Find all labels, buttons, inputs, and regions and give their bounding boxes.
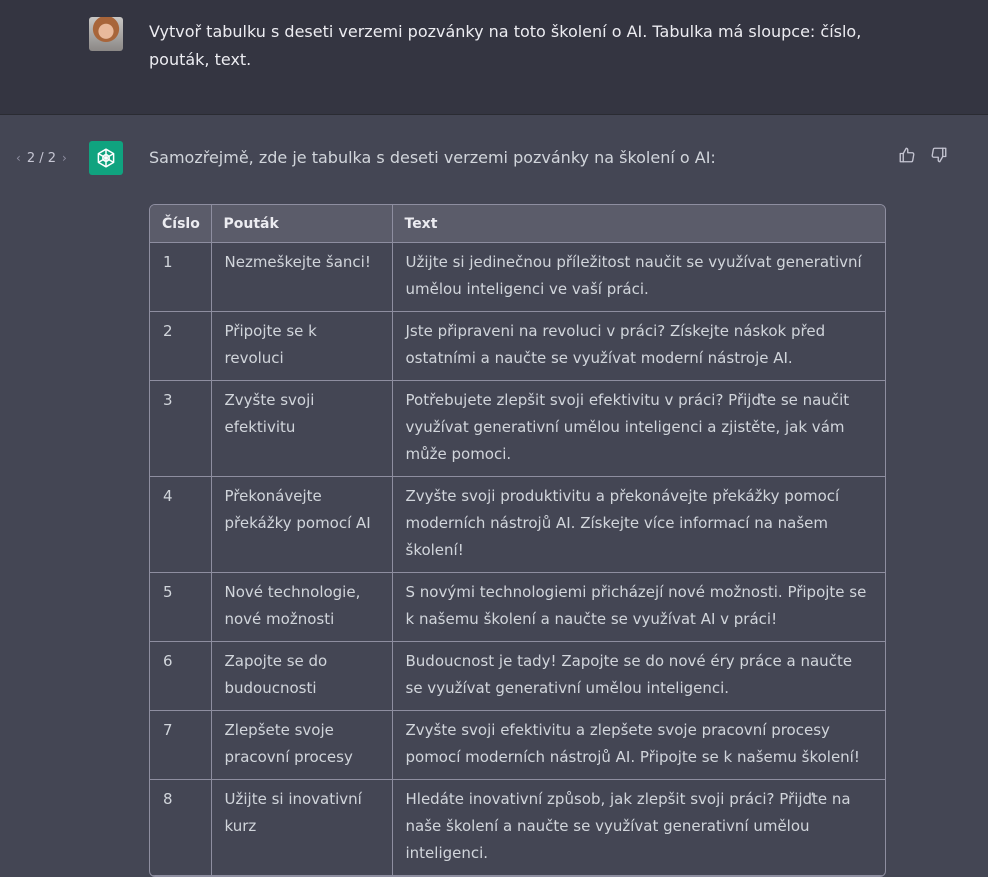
cell-hook: Nové technologie, nové možnosti xyxy=(211,573,392,642)
chevron-right-icon[interactable]: › xyxy=(62,151,67,165)
cell-text: Hledáte inovativní způsob, jak zlepšit svoji práci? Přijďte na naše školení a naučte se využívat generativní umělou inteligenci. xyxy=(392,780,885,876)
cell-text: Jste připraveni na revoluci v práci? Získejte náskok před ostatními a naučte se využívat moderní nástroje AI. xyxy=(392,312,885,381)
invitation-table xyxy=(149,204,886,877)
table-row xyxy=(150,312,885,381)
cell-text: Zvyšte svoji efektivitu a zlepšete svoje pracovní procesy pomocí moderních nástrojů AI. Připojte se k našemu školení! xyxy=(392,711,885,780)
cell-hook: Překonávejte překážky pomocí AI xyxy=(211,477,392,573)
table-row xyxy=(150,642,885,711)
pager-label: 2 / 2 xyxy=(26,150,56,166)
cell-hook: Zvyšte svoji efektivitu xyxy=(211,381,392,477)
cell-number: 5 xyxy=(150,573,211,642)
header-text: Text xyxy=(392,205,885,243)
table-row xyxy=(150,780,885,876)
cell-text: Užijte si jedinečnou příležitost naučit se využívat generativní umělou inteligenci ve vaší práci. xyxy=(392,243,885,312)
cell-hook: Připojte se k revoluci xyxy=(211,312,392,381)
assistant-message xyxy=(0,114,988,862)
assistant-intro-text: Samozřejmě, zde je tabulka s deseti verzemi pozvánky na školení o AI: xyxy=(149,148,716,167)
cell-text: Budoucnost je tady! Zapojte se do nové éry práce a naučte se využívat generativní umělou inteligenci. xyxy=(392,642,885,711)
cell-text: Potřebujete zlepšit svoji efektivitu v práci? Přijďte se naučit využívat generativní umělou inteligenci a zjistěte, jak vám může pomoci. xyxy=(392,381,885,477)
feedback-buttons xyxy=(896,144,950,166)
cell-text: S novými technologiemi přicházejí nové možnosti. Připojte se k našemu školení a naučte se využívat AI v práci! xyxy=(392,573,885,642)
user-message-text: Vytvoř tabulku s deseti verzemi pozvánky na toto školení o AI. Tabulka má sloupce: číslo, pouták, text. xyxy=(149,22,862,69)
cell-hook: Nezmeškejte šanci! xyxy=(211,243,392,312)
table-header-row xyxy=(150,205,885,243)
cell-number: 7 xyxy=(150,711,211,780)
cell-number: 6 xyxy=(150,642,211,711)
cell-number: 3 xyxy=(150,381,211,477)
cell-hook: Užijte si inovativní kurz xyxy=(211,780,392,876)
chevron-left-icon[interactable]: ‹ xyxy=(16,151,21,165)
table-row xyxy=(150,573,885,642)
table-row xyxy=(150,477,885,573)
user-avatar xyxy=(89,17,123,51)
header-hook: Pouták xyxy=(211,205,392,243)
cell-hook: Zapojte se do budoucnosti xyxy=(211,642,392,711)
cell-number: 1 xyxy=(150,243,211,312)
cell-number: 2 xyxy=(150,312,211,381)
thumbs-up-icon[interactable] xyxy=(896,144,918,166)
response-pager xyxy=(16,150,67,166)
openai-logo-icon xyxy=(89,141,123,175)
cell-text: Zvyšte svoji produktivitu a překonávejte překážky pomocí moderních nástrojů AI. Získejte více informací na našem školení! xyxy=(392,477,885,573)
thumbs-down-icon[interactable] xyxy=(928,144,950,166)
table-row xyxy=(150,381,885,477)
user-message xyxy=(0,0,988,115)
cell-number: 8 xyxy=(150,780,211,876)
table-row xyxy=(150,243,885,312)
header-number: Číslo xyxy=(150,205,211,243)
cell-number: 4 xyxy=(150,477,211,573)
cell-hook: Zlepšete svoje pracovní procesy xyxy=(211,711,392,780)
table-row xyxy=(150,711,885,780)
